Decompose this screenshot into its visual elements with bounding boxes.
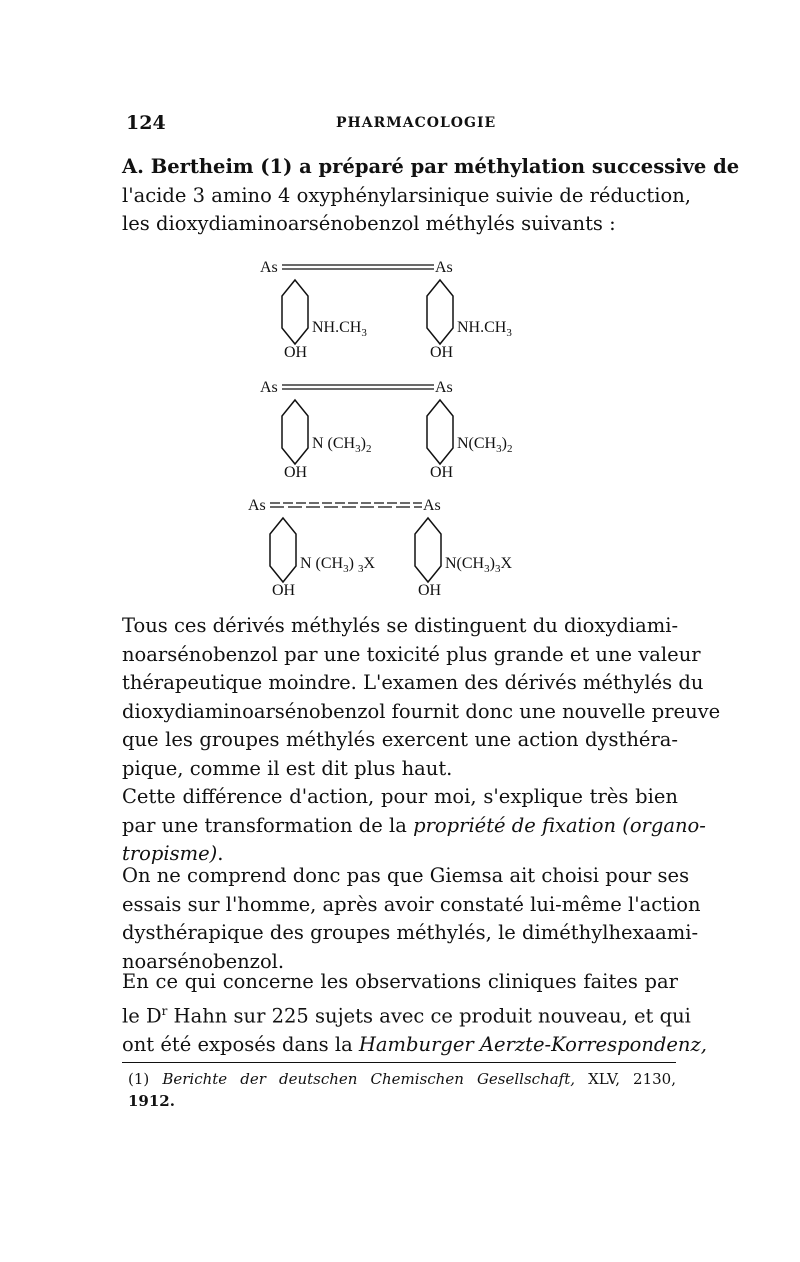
page-number: 124 xyxy=(126,112,166,134)
hydroxyl-label: OH xyxy=(418,582,442,599)
text-line: thérapeutique moindre. L'examen des dérivés méthylés du xyxy=(122,671,704,695)
paragraph-methyl-derivatives xyxy=(122,612,721,784)
structural-formulas xyxy=(248,256,570,599)
arsenic-label: As xyxy=(435,379,453,396)
arsenic-label: As xyxy=(260,379,278,396)
hydroxyl-label: OH xyxy=(430,344,454,361)
footnote-rule xyxy=(122,1062,676,1063)
benzene-ring xyxy=(427,280,453,344)
formula-1 xyxy=(260,259,512,361)
benzene-ring xyxy=(270,518,296,582)
text-line: dysthérapique des groupes méthylés, le diméthylhexaami- xyxy=(122,921,699,945)
paragraph-giemsa xyxy=(122,862,701,976)
svg-text:N(CH3)3X: $N(CH_3)_3X$ xyxy=(445,555,512,575)
text-line: dioxydiaminoarsénobenzol fournit donc une nouvelle preuve xyxy=(122,699,721,723)
page-header xyxy=(126,112,674,136)
intro-line: A. Bertheim (1) a préparé par méthylation successive de xyxy=(122,155,740,178)
formula-2 xyxy=(260,379,512,481)
arsenic-label: As xyxy=(260,259,278,276)
hydroxyl-label: OH xyxy=(284,344,308,361)
svg-text:N (CH3)2: N $(CH_3)_2$ xyxy=(312,435,372,455)
svg-text:N(CH3)2: $N(CH_3)_2$ xyxy=(457,435,513,455)
svg-text:NH.CH3: $NH.CH_3$ xyxy=(312,319,367,339)
text-line: ont été exposés dans la Hamburger Aerzte-Korrespondenz, xyxy=(122,1032,707,1056)
svg-text:NH.CH3: $NH.CH_3$ xyxy=(457,319,512,339)
hydroxyl-label: OH xyxy=(430,464,454,481)
text-line: Tous ces dérivés méthylés se distinguent du dioxydiami- xyxy=(122,614,679,637)
paragraph-difference xyxy=(122,783,706,869)
text-line: que les groupes méthylés exercent une action dysthéra- xyxy=(122,728,678,752)
text-line: essais sur l'homme, après avoir constaté lui-même l'action xyxy=(122,892,701,916)
footnote xyxy=(128,1068,676,1112)
svg-text:N (CH3) 3X: N $(CH_3)$ $_3$X xyxy=(300,555,375,575)
text-line: noarsénobenzol par une toxicité plus grande et une valeur xyxy=(122,642,701,666)
hydroxyl-label: OH xyxy=(272,582,296,599)
benzene-ring xyxy=(427,400,453,464)
footnote-source: Berichte der deutschen Chemischen Gesellschaft, xyxy=(162,1070,576,1088)
benzene-ring xyxy=(282,280,308,344)
intro-line: l'acide 3 amino 4 oxyphénylarsinique suivie de réduction, xyxy=(122,183,691,207)
text-line: En ce qui concerne les observations cliniques faites par xyxy=(122,970,678,993)
text-line: noarsénobenzol. xyxy=(122,949,285,973)
text-line: par une transformation de la propriété de fixation (organo- xyxy=(122,813,706,837)
running-head: PHARMACOLOGIE xyxy=(336,115,497,131)
benzene-ring xyxy=(282,400,308,464)
text-line: On ne comprend donc pas que Giemsa ait choisi pour ses xyxy=(122,864,690,887)
footnote-year: 1912. xyxy=(128,1092,175,1110)
benzene-ring xyxy=(415,518,441,582)
footnote-reference: XLV, 2130, xyxy=(588,1070,676,1088)
arsenic-label: As xyxy=(435,259,453,276)
hydroxyl-label: OH xyxy=(284,464,308,481)
text-line: pique, comme il est dit plus haut. xyxy=(122,756,453,780)
arsenic-label: As xyxy=(423,497,441,514)
intro-line: les dioxydiaminoarsénobenzol méthylés suivants : xyxy=(122,212,616,236)
text-line: tropisme). xyxy=(122,842,224,866)
paragraph-hahn xyxy=(122,968,707,1059)
text-line: le $D^r$ Hahn sur 225 sujets avec ce produit nouveau, et qui xyxy=(122,1003,691,1028)
text-line: Cette différence d'action, pour moi, s'explique très bien xyxy=(122,785,678,808)
formula-3 xyxy=(248,497,512,599)
intro-paragraph xyxy=(122,153,740,239)
footnote-marker: (1) xyxy=(128,1070,150,1088)
arsenic-label: As xyxy=(248,497,266,514)
